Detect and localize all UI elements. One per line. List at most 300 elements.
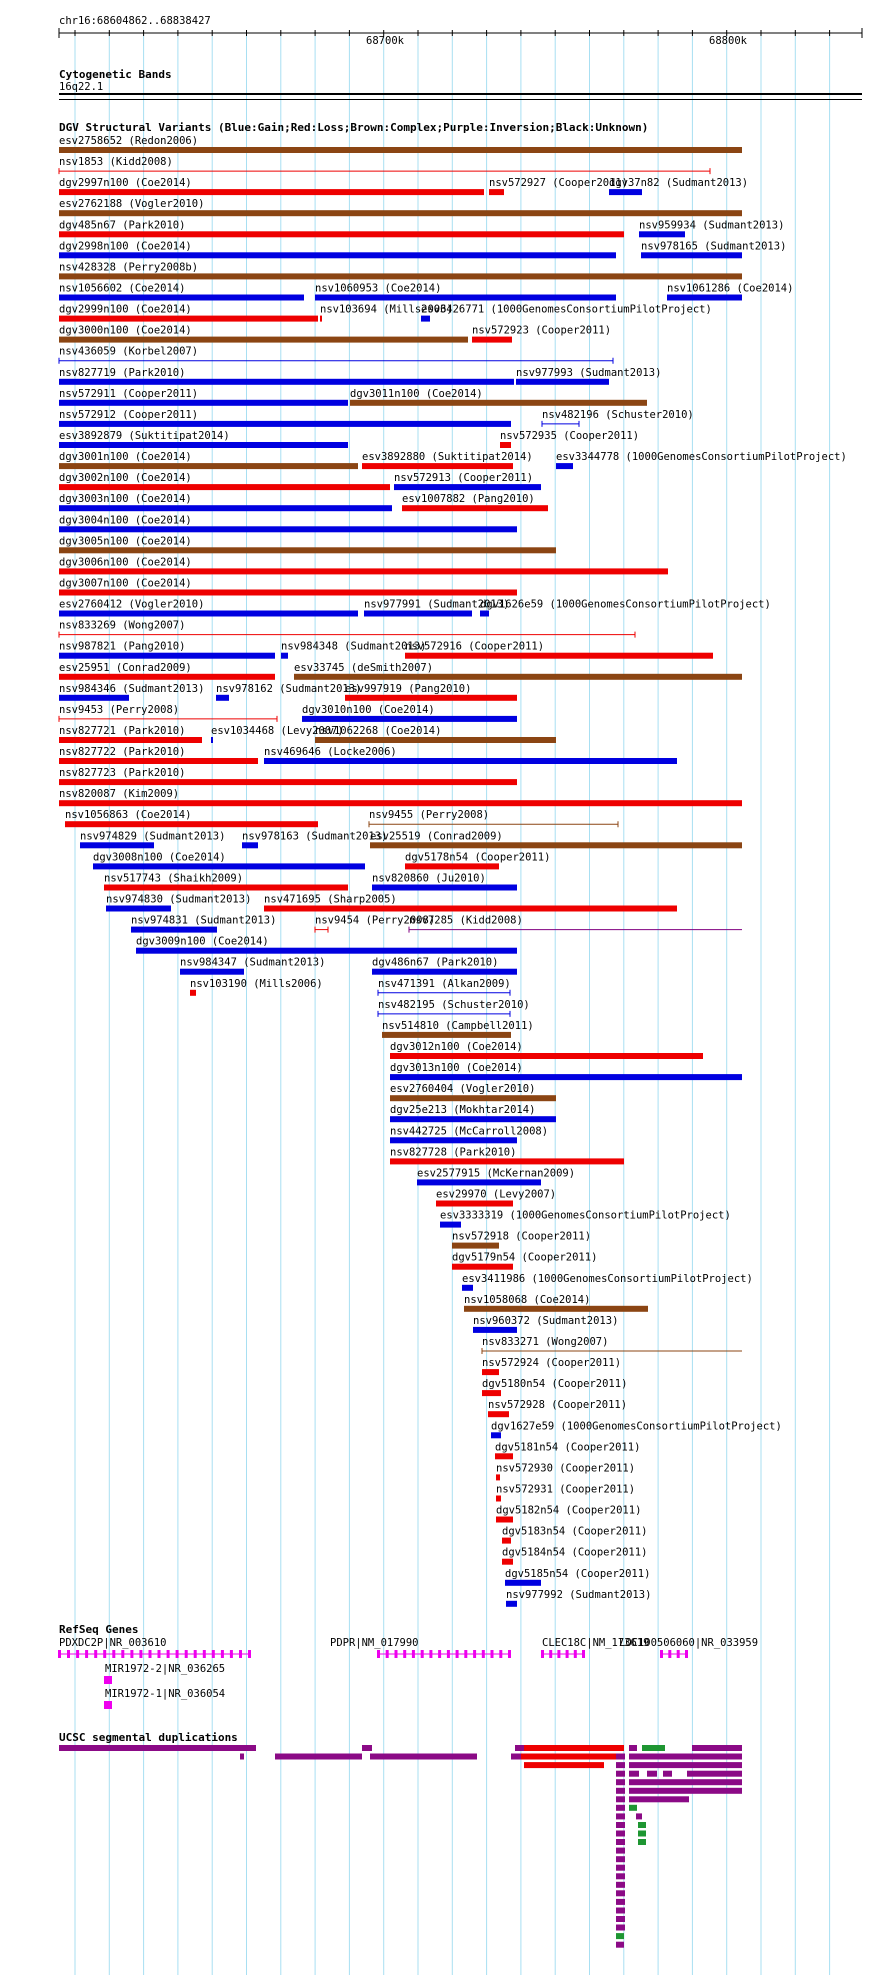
segmental-duplication[interactable] xyxy=(629,1762,742,1768)
variant[interactable] xyxy=(59,514,517,532)
variant[interactable] xyxy=(59,704,277,722)
gene-exon xyxy=(130,1650,133,1658)
segmental-duplication[interactable] xyxy=(616,1754,625,1760)
variant-bar[interactable] xyxy=(516,379,609,385)
segmental-duplication[interactable] xyxy=(638,1822,646,1828)
gene-exon xyxy=(149,1650,152,1658)
variant-label: nsv1061286 (Coe2014) xyxy=(667,282,794,295)
segmental-duplication[interactable] xyxy=(616,1908,625,1914)
segmental-duplication[interactable] xyxy=(616,1848,625,1854)
variant-bar[interactable] xyxy=(59,653,275,659)
variant[interactable] xyxy=(59,451,358,469)
segmental-duplication[interactable] xyxy=(616,1916,625,1922)
segmental-duplication[interactable] xyxy=(647,1771,657,1777)
ruler-tick-label: 68700k xyxy=(366,35,404,47)
segmental-duplication[interactable] xyxy=(629,1805,637,1811)
segmental-duplication[interactable] xyxy=(629,1745,637,1751)
variant[interactable] xyxy=(59,662,275,680)
variant-bar[interactable] xyxy=(452,1264,513,1270)
variant-bar[interactable] xyxy=(302,716,517,722)
segmental-duplication[interactable] xyxy=(616,1771,625,1777)
segmental-duplication[interactable] xyxy=(629,1779,742,1785)
variant[interactable] xyxy=(639,219,784,237)
variant[interactable] xyxy=(59,493,392,511)
variant[interactable] xyxy=(80,830,225,848)
variant-bar[interactable] xyxy=(473,1327,517,1333)
variant-bar[interactable] xyxy=(320,316,322,322)
variant-bar[interactable] xyxy=(281,653,288,659)
segmental-duplication[interactable] xyxy=(370,1754,477,1760)
variant-bar[interactable] xyxy=(390,1137,517,1143)
variant-bar[interactable] xyxy=(242,842,258,848)
gene[interactable] xyxy=(330,1637,511,1658)
segmental-duplication[interactable] xyxy=(642,1745,665,1751)
variant[interactable] xyxy=(59,599,358,617)
variant[interactable] xyxy=(496,1484,635,1502)
variant-bar[interactable] xyxy=(370,842,742,848)
segmental-duplication[interactable] xyxy=(616,1899,625,1905)
variant[interactable] xyxy=(59,725,202,743)
variant[interactable] xyxy=(59,156,710,174)
variant[interactable] xyxy=(136,936,517,954)
segmental-duplication[interactable] xyxy=(511,1754,521,1760)
segmental-duplication[interactable] xyxy=(616,1925,625,1931)
variant[interactable] xyxy=(609,177,748,195)
variant[interactable] xyxy=(180,957,325,975)
variant[interactable] xyxy=(59,240,616,258)
variant-bar[interactable] xyxy=(131,927,217,933)
variant-bar[interactable] xyxy=(405,653,713,659)
variant-bar[interactable] xyxy=(264,758,677,764)
variant-bar[interactable] xyxy=(93,863,365,869)
variant-bar[interactable] xyxy=(390,1074,742,1080)
variant[interactable] xyxy=(390,1041,703,1059)
variant[interactable] xyxy=(462,1273,753,1291)
variant[interactable] xyxy=(59,304,318,322)
variant-label: nsv960372 (Sudmant2013) xyxy=(473,1314,619,1327)
variant[interactable] xyxy=(264,894,677,912)
variant-bar[interactable] xyxy=(59,231,624,237)
segmental-duplication[interactable] xyxy=(616,1796,625,1802)
variant-bar[interactable] xyxy=(190,990,196,996)
segmental-duplication[interactable] xyxy=(362,1745,372,1751)
variant-label: dgv5182n54 (Cooper2011) xyxy=(496,1504,642,1517)
variant-label: nsv959934 (Sudmant2013) xyxy=(639,219,785,232)
variant[interactable] xyxy=(394,472,541,490)
variant-bar[interactable] xyxy=(506,1601,517,1607)
segmental-duplication[interactable] xyxy=(616,1856,625,1862)
variant[interactable] xyxy=(59,472,390,490)
variant[interactable] xyxy=(216,683,361,701)
variant-bar[interactable] xyxy=(59,442,348,448)
refseq-track-title[interactable]: RefSeq Genes xyxy=(59,1623,139,1636)
variant-bar[interactable] xyxy=(364,611,472,617)
variant-bar[interactable] xyxy=(59,547,556,553)
variant[interactable] xyxy=(502,1547,647,1565)
variant-bar[interactable] xyxy=(315,295,616,301)
variant-bar[interactable] xyxy=(216,695,229,701)
variant-bar[interactable] xyxy=(402,505,548,511)
variant-bar[interactable] xyxy=(417,1179,541,1185)
cytoband-bar[interactable] xyxy=(59,93,862,95)
variant-label: nsv820860 (Ju2010) xyxy=(372,872,486,885)
variant[interactable] xyxy=(59,177,484,195)
variant-bar[interactable] xyxy=(59,611,358,617)
variant-bar[interactable] xyxy=(59,210,742,216)
segmental-duplication[interactable] xyxy=(629,1796,689,1802)
variant[interactable] xyxy=(59,535,556,553)
variant[interactable] xyxy=(390,1104,556,1122)
variant-bar[interactable] xyxy=(556,463,573,469)
variant[interactable] xyxy=(542,409,694,427)
variant-bar[interactable] xyxy=(59,147,742,153)
variant-bar[interactable] xyxy=(65,821,318,827)
variant-bar[interactable] xyxy=(667,295,742,301)
variant[interactable] xyxy=(402,493,548,511)
segmental-duplication[interactable] xyxy=(616,1831,625,1837)
variant[interactable] xyxy=(472,325,611,343)
variant-bar[interactable] xyxy=(59,505,392,511)
segmental-duplication[interactable] xyxy=(616,1813,625,1819)
variant[interactable] xyxy=(372,873,517,891)
variant[interactable] xyxy=(59,198,742,216)
variant-label: nsv827723 (Park2010) xyxy=(59,767,186,780)
gene-exon xyxy=(541,1650,544,1658)
variant[interactable] xyxy=(59,283,304,301)
cytoband-label[interactable]: 16q22.1 xyxy=(59,81,104,93)
variant[interactable] xyxy=(516,367,661,385)
variant-bar[interactable] xyxy=(264,906,677,912)
variant-bar[interactable] xyxy=(315,737,556,743)
segmental-duplication[interactable] xyxy=(636,1813,642,1819)
variant[interactable] xyxy=(452,1231,591,1249)
ruler xyxy=(59,28,862,47)
variant-bar[interactable] xyxy=(136,948,517,954)
variant-bar[interactable] xyxy=(80,842,154,848)
variant[interactable] xyxy=(369,809,618,827)
segmental-duplication[interactable] xyxy=(616,1873,625,1879)
variant-bar[interactable] xyxy=(462,1285,473,1291)
variant-bar[interactable] xyxy=(496,1517,513,1523)
variant[interactable] xyxy=(464,1294,648,1312)
gene-exon xyxy=(121,1650,124,1658)
variant[interactable] xyxy=(59,767,517,785)
variant-bar[interactable] xyxy=(59,463,358,469)
variant[interactable] xyxy=(488,1399,627,1417)
gene-exon xyxy=(248,1650,251,1658)
variant[interactable] xyxy=(405,641,713,659)
segmental-duplication[interactable] xyxy=(524,1745,624,1751)
segmental-duplication[interactable] xyxy=(616,1779,625,1785)
variant[interactable] xyxy=(417,1167,575,1185)
segmental-duplication[interactable] xyxy=(275,1754,362,1760)
variant-label: esv3892880 (Suktitipat2014) xyxy=(362,451,533,464)
variant-label: nsv833269 (Wong2007) xyxy=(59,619,186,632)
variant-bar[interactable] xyxy=(641,252,742,258)
variant[interactable] xyxy=(59,578,517,596)
segmental-duplication[interactable] xyxy=(616,1933,624,1939)
variant-label: nsv978163 (Sudmant2013) xyxy=(242,830,388,843)
variant[interactable] xyxy=(350,388,647,406)
variant[interactable] xyxy=(491,1420,782,1438)
variant[interactable] xyxy=(641,240,786,258)
variant[interactable] xyxy=(378,978,511,996)
variant-bar[interactable] xyxy=(59,379,514,385)
segmental-duplication[interactable] xyxy=(616,1805,625,1811)
variant-bar[interactable] xyxy=(421,316,430,322)
gene-exon xyxy=(239,1650,242,1658)
variant-bar[interactable] xyxy=(480,611,489,617)
gene[interactable] xyxy=(619,1637,758,1658)
variant-bar[interactable] xyxy=(491,1432,501,1438)
gene[interactable] xyxy=(58,1637,251,1658)
variant-bar[interactable] xyxy=(59,526,517,532)
variant-label: nsv428328 (Perry2008b) xyxy=(59,261,199,274)
segmental-duplication[interactable] xyxy=(616,1839,625,1845)
variant[interactable] xyxy=(502,1526,647,1544)
variant-bar[interactable] xyxy=(394,484,541,490)
variant-bar[interactable] xyxy=(59,674,275,680)
gene[interactable] xyxy=(104,1688,225,1709)
segmental-duplication[interactable] xyxy=(616,1882,625,1888)
variant[interactable] xyxy=(482,1357,621,1375)
variant-bar[interactable] xyxy=(350,400,647,406)
variant-bar[interactable] xyxy=(211,737,213,743)
variant-bar[interactable] xyxy=(59,189,484,195)
variant-bar[interactable] xyxy=(505,1580,541,1586)
variant[interactable] xyxy=(370,830,742,848)
variant[interactable] xyxy=(106,894,251,912)
variant[interactable] xyxy=(59,346,613,364)
segmental-duplication[interactable] xyxy=(616,1762,625,1768)
variant[interactable] xyxy=(59,325,468,343)
dgv-track xyxy=(59,135,847,1607)
variant-bar[interactable] xyxy=(488,1411,509,1417)
variant[interactable] xyxy=(496,1505,641,1523)
variant[interactable] xyxy=(436,1189,556,1207)
variant-bar[interactable] xyxy=(59,400,348,406)
variant[interactable] xyxy=(315,725,556,743)
variant[interactable] xyxy=(131,915,276,933)
variant[interactable] xyxy=(495,1441,640,1459)
variant[interactable] xyxy=(482,1336,742,1354)
segmental-duplication[interactable] xyxy=(515,1745,524,1751)
variant-bar[interactable] xyxy=(372,885,517,891)
variant-bar[interactable] xyxy=(362,463,513,469)
variant-bar[interactable] xyxy=(452,1243,499,1249)
variant-bar[interactable] xyxy=(294,674,742,680)
variant-bar[interactable] xyxy=(496,1496,501,1502)
variant[interactable] xyxy=(473,1315,618,1333)
variant-bar[interactable] xyxy=(104,885,348,891)
segmental-duplication[interactable] xyxy=(663,1771,672,1777)
variant-bar[interactable] xyxy=(436,1201,513,1207)
gene-exon xyxy=(109,1676,112,1684)
variant[interactable] xyxy=(59,746,258,764)
variant[interactable] xyxy=(59,135,742,153)
variant[interactable] xyxy=(667,283,793,301)
variant[interactable] xyxy=(59,430,348,448)
variant-label: nsv103190 (Mills2006) xyxy=(190,977,323,990)
variant[interactable] xyxy=(390,1125,548,1143)
variant-bar[interactable] xyxy=(180,969,244,975)
segmental-duplication[interactable] xyxy=(638,1831,646,1837)
variant-bar[interactable] xyxy=(382,1032,511,1038)
variant-bar[interactable] xyxy=(59,800,742,806)
segmental-duplication[interactable] xyxy=(692,1745,742,1751)
gene-exon xyxy=(176,1650,179,1658)
variant[interactable] xyxy=(345,683,517,701)
variant-bar[interactable] xyxy=(59,252,616,258)
variant-bar[interactable] xyxy=(59,484,390,490)
gene-exon xyxy=(429,1650,432,1658)
cytoband-track-title[interactable]: Cytogenetic Bands xyxy=(59,68,172,81)
gene[interactable] xyxy=(104,1663,225,1684)
gene-exon xyxy=(421,1650,424,1658)
variant[interactable] xyxy=(390,1062,742,1080)
gene-exon xyxy=(574,1650,577,1658)
variant[interactable] xyxy=(59,219,624,237)
variant-label: dgv3009n100 (Coe2014) xyxy=(136,935,269,948)
variant-label: dgv3003n100 (Coe2014) xyxy=(59,493,192,506)
segmental-duplication[interactable] xyxy=(616,1865,625,1871)
variant-label: dgv3002n100 (Coe2014) xyxy=(59,472,192,485)
variant-label: dgv485n67 (Park2010) xyxy=(59,219,186,232)
variant[interactable] xyxy=(59,367,514,385)
variant-bar[interactable] xyxy=(496,1474,500,1480)
variant-label: dgv486n67 (Park2010) xyxy=(372,956,499,969)
gene-exon xyxy=(482,1650,485,1658)
segmental-duplication[interactable] xyxy=(240,1754,244,1760)
variant-bar[interactable] xyxy=(482,1390,501,1396)
variant-bar[interactable] xyxy=(59,737,202,743)
variant-label: dgv3007n100 (Coe2014) xyxy=(59,577,192,590)
variant-bar[interactable] xyxy=(390,1116,556,1122)
variant-bar[interactable] xyxy=(502,1559,513,1565)
variant-bar[interactable] xyxy=(390,1053,703,1059)
variant[interactable] xyxy=(506,1589,651,1607)
variant-bar[interactable] xyxy=(59,295,304,301)
variant[interactable] xyxy=(489,177,628,195)
variant-bar[interactable] xyxy=(502,1538,511,1544)
variant-bar[interactable] xyxy=(464,1306,648,1312)
variant-bar[interactable] xyxy=(59,568,668,574)
variant[interactable] xyxy=(59,409,511,427)
variant[interactable] xyxy=(59,788,742,806)
variant[interactable] xyxy=(65,809,318,827)
variant[interactable] xyxy=(59,620,635,638)
segmental-duplication[interactable] xyxy=(59,1745,256,1751)
variant-bar[interactable] xyxy=(59,590,517,596)
variant[interactable] xyxy=(390,1146,624,1164)
variant-bar[interactable] xyxy=(106,906,171,912)
variant[interactable] xyxy=(452,1252,597,1270)
variant[interactable] xyxy=(362,451,533,469)
segmental-duplication[interactable] xyxy=(638,1839,646,1845)
variant[interactable] xyxy=(556,451,847,469)
segmental-duplication[interactable] xyxy=(616,1822,625,1828)
variant-bar[interactable] xyxy=(59,337,468,343)
variant-bar[interactable] xyxy=(372,969,517,975)
variant[interactable] xyxy=(378,999,530,1017)
variant-bar[interactable] xyxy=(59,273,742,279)
variant[interactable] xyxy=(405,851,550,869)
variant[interactable] xyxy=(59,261,742,279)
variant-bar[interactable] xyxy=(440,1222,461,1228)
variant-bar[interactable] xyxy=(495,1453,513,1459)
variant[interactable] xyxy=(59,641,275,659)
variant[interactable] xyxy=(505,1568,650,1586)
variant[interactable] xyxy=(302,704,517,722)
variant[interactable] xyxy=(104,873,348,891)
variant[interactable] xyxy=(421,304,712,322)
segmental-duplication[interactable] xyxy=(629,1754,742,1760)
gene-exon xyxy=(85,1650,88,1658)
variant-label: esv25519 (Conrad2009) xyxy=(370,830,503,843)
variant-bar[interactable] xyxy=(609,189,642,195)
segmental-duplication[interactable] xyxy=(629,1788,742,1794)
variant-bar[interactable] xyxy=(405,863,499,869)
dgv-track-title[interactable]: DGV Structural Variants (Blue:Gain;Red:Loss;Brown:Complex;Purple:Inversion;Black:Unknown) xyxy=(59,121,649,134)
gene-exon xyxy=(94,1650,97,1658)
variant[interactable] xyxy=(440,1210,731,1228)
variant-label: nsv1056863 (Coe2014) xyxy=(65,809,192,822)
gene-label: PDPR|NM_017990 xyxy=(330,1637,419,1649)
variant-bar[interactable] xyxy=(482,1369,499,1375)
variant-bar[interactable] xyxy=(390,1095,556,1101)
gene-label: MIR1972-2|NR_036265 xyxy=(105,1663,226,1675)
variant-bar[interactable] xyxy=(489,189,504,195)
variant-label: nsv572918 (Cooper2011) xyxy=(452,1230,592,1243)
segmental-duplication[interactable] xyxy=(524,1762,604,1768)
variant[interactable] xyxy=(190,978,323,996)
variant-bar[interactable] xyxy=(59,316,318,322)
variant[interactable] xyxy=(294,662,742,680)
variant[interactable] xyxy=(59,556,668,574)
variant-bar[interactable] xyxy=(59,695,129,701)
variant-label: nsv514810 (Campbell2011) xyxy=(382,1019,534,1032)
variant[interactable] xyxy=(315,283,616,301)
segmental-duplication[interactable] xyxy=(616,1942,624,1948)
variant[interactable] xyxy=(59,388,348,406)
variant[interactable] xyxy=(382,1020,534,1038)
variant-label: esv3344778 (1000GenomesConsortiumPilotProject) xyxy=(556,451,847,464)
variant[interactable] xyxy=(93,851,365,869)
segmental-duplication[interactable] xyxy=(687,1771,742,1777)
variant-label: nsv9453 (Perry2008) xyxy=(59,703,180,716)
variant[interactable] xyxy=(59,683,204,701)
variant-bar[interactable] xyxy=(59,779,517,785)
variant-bar[interactable] xyxy=(59,758,258,764)
variant-bar[interactable] xyxy=(500,442,511,448)
segmental-duplication[interactable] xyxy=(629,1771,639,1777)
variant-bar[interactable] xyxy=(639,231,685,237)
variant[interactable] xyxy=(264,746,677,764)
segmental-duplication[interactable] xyxy=(616,1890,625,1896)
segmental-duplication[interactable] xyxy=(616,1788,625,1794)
segmental-duplication[interactable] xyxy=(521,1754,624,1760)
variant-bar[interactable] xyxy=(59,421,511,427)
variant-bar[interactable] xyxy=(472,337,512,343)
variant-label: nsv974830 (Sudmant2013) xyxy=(106,893,252,906)
segdup-track-title[interactable]: UCSC segmental duplications xyxy=(59,1731,238,1744)
variant[interactable] xyxy=(390,1083,556,1101)
variant[interactable] xyxy=(372,957,517,975)
variant-bar[interactable] xyxy=(345,695,517,701)
variant-label: nsv987821 (Pang2010) xyxy=(59,640,186,653)
variant[interactable] xyxy=(496,1462,635,1480)
variant-bar[interactable] xyxy=(390,1158,624,1164)
